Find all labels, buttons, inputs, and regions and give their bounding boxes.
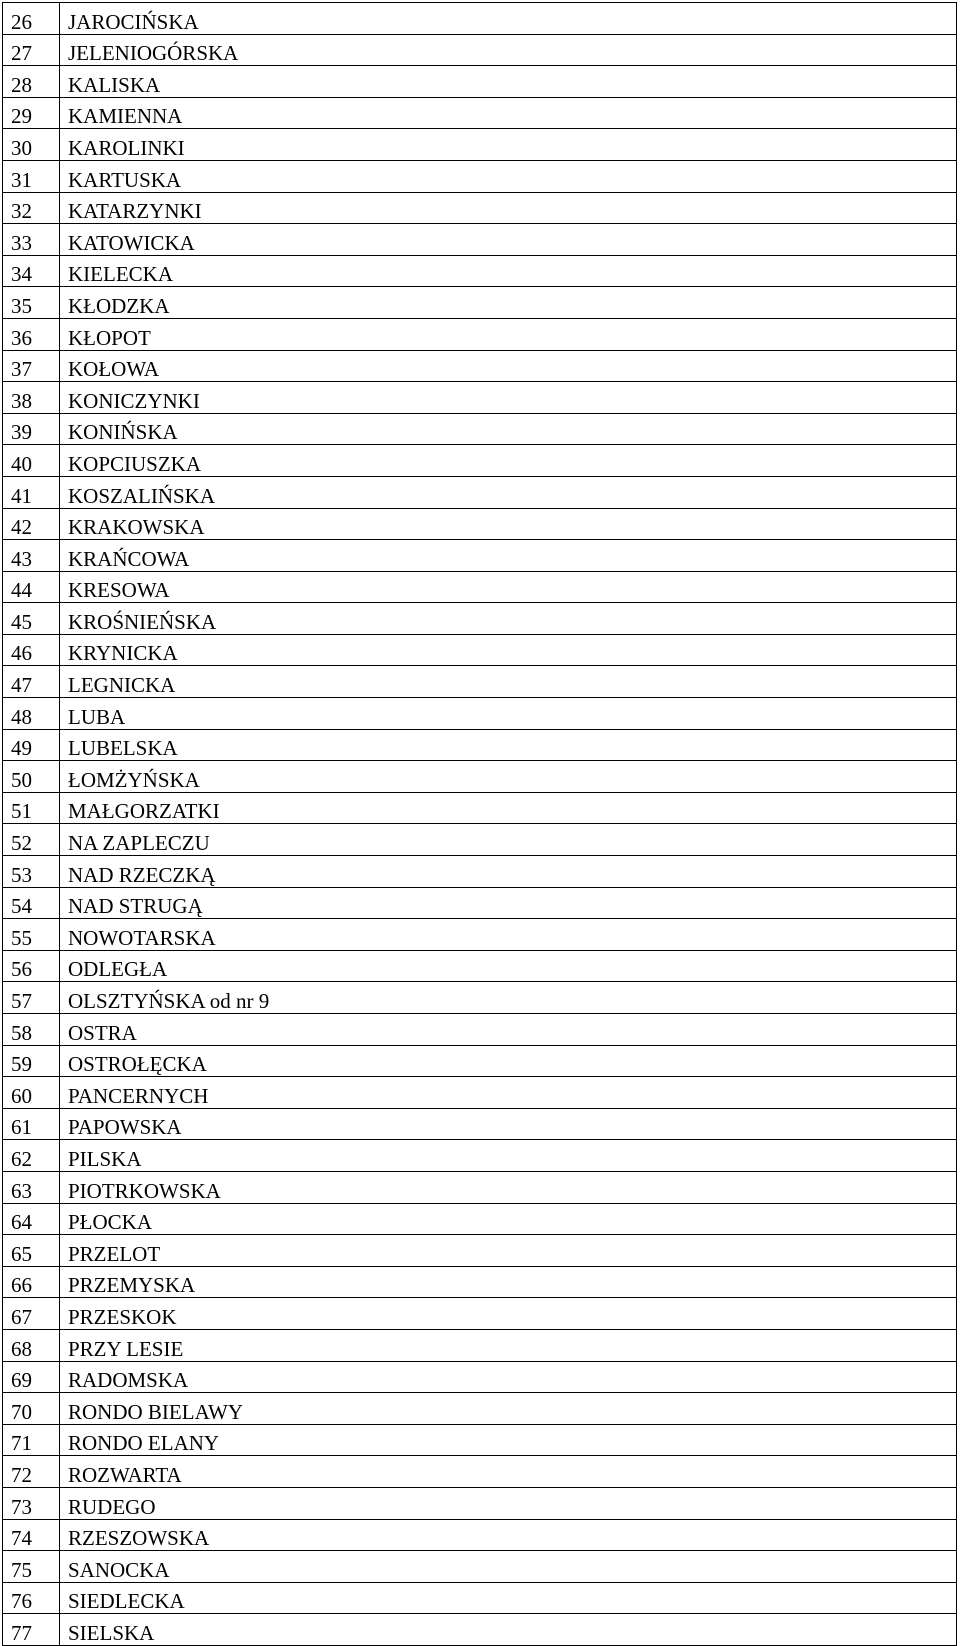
- table-row: [3, 34, 957, 66]
- table-row: [3, 1519, 957, 1551]
- row-number: 67: [3, 1298, 60, 1330]
- row-number: 42: [3, 508, 60, 540]
- table-row: [3, 97, 957, 129]
- row-number: 51: [3, 792, 60, 824]
- street-name: ŁOMŻYŃSKA: [60, 761, 957, 793]
- table-row: [3, 192, 957, 224]
- street-name: LUBA: [60, 698, 957, 730]
- row-number: 29: [3, 97, 60, 129]
- table-row: [3, 66, 957, 98]
- street-name: PRZELOT: [60, 1235, 957, 1267]
- street-name: PIOTRKOWSKA: [60, 1171, 957, 1203]
- table-row: [3, 540, 957, 572]
- table-row: [3, 1424, 957, 1456]
- table-row: [3, 1298, 957, 1330]
- street-name: KAROLINKI: [60, 129, 957, 161]
- table-row: [3, 1266, 957, 1298]
- row-number: 30: [3, 129, 60, 161]
- table-row: [3, 160, 957, 192]
- street-list-table: [2, 2, 957, 1646]
- row-number: 37: [3, 350, 60, 382]
- row-number: 26: [3, 3, 60, 35]
- row-number: 66: [3, 1266, 60, 1298]
- street-name: NA ZAPLECZU: [60, 824, 957, 856]
- street-name: KRYNICKA: [60, 634, 957, 666]
- street-name: LUBELSKA: [60, 729, 957, 761]
- table-row: [3, 982, 957, 1014]
- street-name: PRZY LESIE: [60, 1329, 957, 1361]
- row-number: 56: [3, 950, 60, 982]
- street-name: NAD RZECZKĄ: [60, 856, 957, 888]
- table-row: [3, 1551, 957, 1583]
- row-number: 34: [3, 255, 60, 287]
- table-row: [3, 698, 957, 730]
- street-name: OSTRA: [60, 1014, 957, 1046]
- table-row: [3, 1045, 957, 1077]
- row-number: 28: [3, 66, 60, 98]
- street-name: SANOCKA: [60, 1551, 957, 1583]
- table-row: [3, 1014, 957, 1046]
- table-row: [3, 318, 957, 350]
- street-name: JELENIOGÓRSKA: [60, 34, 957, 66]
- row-number: 65: [3, 1235, 60, 1267]
- row-number: 63: [3, 1171, 60, 1203]
- street-name: NOWOTARSKA: [60, 919, 957, 951]
- table-row: [3, 224, 957, 256]
- street-name: JAROCIŃSKA: [60, 3, 957, 35]
- table-row: [3, 1077, 957, 1109]
- table-row: [3, 761, 957, 793]
- table-row: [3, 919, 957, 951]
- street-name: RZESZOWSKA: [60, 1519, 957, 1551]
- row-number: 60: [3, 1077, 60, 1109]
- row-number: 53: [3, 856, 60, 888]
- row-number: 61: [3, 1108, 60, 1140]
- row-number: 52: [3, 824, 60, 856]
- street-name: OLSZTYŃSKA od nr 9: [60, 982, 957, 1014]
- table-row: [3, 1108, 957, 1140]
- table-row: [3, 792, 957, 824]
- street-name: ROZWARTA: [60, 1456, 957, 1488]
- row-number: 77: [3, 1614, 60, 1646]
- street-name: KRESOWA: [60, 571, 957, 603]
- row-number: 35: [3, 287, 60, 319]
- row-number: 46: [3, 634, 60, 666]
- table-row: [3, 729, 957, 761]
- table-row: [3, 666, 957, 698]
- street-name: KATOWICKA: [60, 224, 957, 256]
- street-name: LEGNICKA: [60, 666, 957, 698]
- row-number: 73: [3, 1487, 60, 1519]
- row-number: 33: [3, 224, 60, 256]
- street-name: KRAŃCOWA: [60, 540, 957, 572]
- street-name: PŁOCKA: [60, 1203, 957, 1235]
- row-number: 50: [3, 761, 60, 793]
- row-number: 55: [3, 919, 60, 951]
- row-number: 40: [3, 445, 60, 477]
- table-row: [3, 413, 957, 445]
- street-name: KOSZALIŃSKA: [60, 476, 957, 508]
- table-row: [3, 1171, 957, 1203]
- street-name: KROŚNIEŃSKA: [60, 603, 957, 635]
- street-name: RONDO BIELAWY: [60, 1393, 957, 1425]
- table-row: [3, 950, 957, 982]
- row-number: 47: [3, 666, 60, 698]
- street-name: KRAKOWSKA: [60, 508, 957, 540]
- street-name: PILSKA: [60, 1140, 957, 1172]
- street-name: KARTUSKA: [60, 160, 957, 192]
- row-number: 44: [3, 571, 60, 603]
- table-row: [3, 1393, 957, 1425]
- row-number: 64: [3, 1203, 60, 1235]
- table-row: [3, 129, 957, 161]
- table-row: [3, 3, 957, 35]
- table-row: [3, 1235, 957, 1267]
- row-number: 62: [3, 1140, 60, 1172]
- row-number: 43: [3, 540, 60, 572]
- row-number: 39: [3, 413, 60, 445]
- street-name: PRZEMYSKA: [60, 1266, 957, 1298]
- street-name: SIEDLECKA: [60, 1582, 957, 1614]
- table-row: [3, 1456, 957, 1488]
- table-row: [3, 1614, 957, 1646]
- street-list-body: [3, 3, 957, 1646]
- street-name: PRZESKOK: [60, 1298, 957, 1330]
- table-row: [3, 476, 957, 508]
- row-number: 58: [3, 1014, 60, 1046]
- street-name: KOPCIUSZKA: [60, 445, 957, 477]
- row-number: 41: [3, 476, 60, 508]
- row-number: 57: [3, 982, 60, 1014]
- table-row: [3, 1361, 957, 1393]
- row-number: 32: [3, 192, 60, 224]
- row-number: 75: [3, 1551, 60, 1583]
- street-name: SIELSKA: [60, 1614, 957, 1646]
- row-number: 76: [3, 1582, 60, 1614]
- row-number: 59: [3, 1045, 60, 1077]
- table-row: [3, 856, 957, 888]
- table-row: [3, 1582, 957, 1614]
- table-row: [3, 603, 957, 635]
- row-number: 70: [3, 1393, 60, 1425]
- table-row: [3, 571, 957, 603]
- street-name: ODLEGŁA: [60, 950, 957, 982]
- street-name: KONIŃSKA: [60, 413, 957, 445]
- table-row: [3, 350, 957, 382]
- street-name: RADOMSKA: [60, 1361, 957, 1393]
- street-name: KOŁOWA: [60, 350, 957, 382]
- street-name: KŁODZKA: [60, 287, 957, 319]
- table-row: [3, 824, 957, 856]
- street-name: OSTROŁĘCKA: [60, 1045, 957, 1077]
- row-number: 49: [3, 729, 60, 761]
- street-name: MAŁGORZATKI: [60, 792, 957, 824]
- row-number: 74: [3, 1519, 60, 1551]
- table-row: [3, 287, 957, 319]
- table-row: [3, 508, 957, 540]
- table-row: [3, 382, 957, 414]
- table-row: [3, 1487, 957, 1519]
- table-row: [3, 445, 957, 477]
- street-name: KONICZYNKI: [60, 382, 957, 414]
- row-number: 48: [3, 698, 60, 730]
- street-name: RUDEGO: [60, 1487, 957, 1519]
- street-name: RONDO ELANY: [60, 1424, 957, 1456]
- row-number: 68: [3, 1329, 60, 1361]
- row-number: 36: [3, 318, 60, 350]
- street-name: KIELECKA: [60, 255, 957, 287]
- row-number: 54: [3, 887, 60, 919]
- row-number: 72: [3, 1456, 60, 1488]
- street-name: KŁOPOT: [60, 318, 957, 350]
- street-name: KAMIENNA: [60, 97, 957, 129]
- street-name: NAD STRUGĄ: [60, 887, 957, 919]
- row-number: 38: [3, 382, 60, 414]
- street-name: KALISKA: [60, 66, 957, 98]
- row-number: 31: [3, 160, 60, 192]
- row-number: 69: [3, 1361, 60, 1393]
- table-row: [3, 1203, 957, 1235]
- row-number: 45: [3, 603, 60, 635]
- row-number: 71: [3, 1424, 60, 1456]
- street-name: PANCERNYCH: [60, 1077, 957, 1109]
- table-row: [3, 887, 957, 919]
- table-row: [3, 1140, 957, 1172]
- table-row: [3, 255, 957, 287]
- table-row: [3, 1329, 957, 1361]
- street-name: KATARZYNKI: [60, 192, 957, 224]
- street-name: PAPOWSKA: [60, 1108, 957, 1140]
- row-number: 27: [3, 34, 60, 66]
- table-row: [3, 634, 957, 666]
